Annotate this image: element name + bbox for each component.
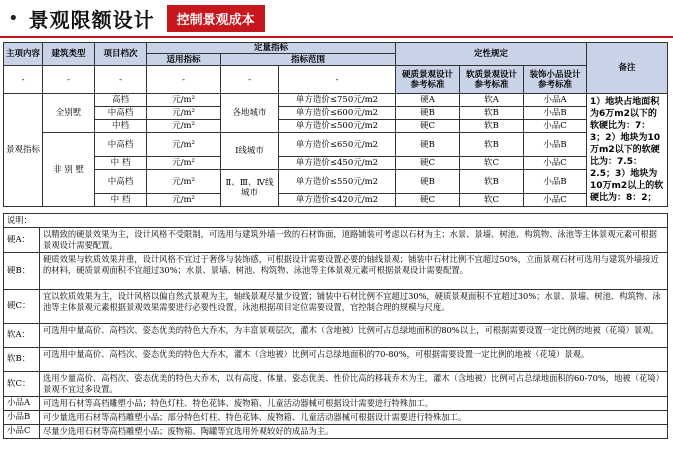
th-remarks: 备注	[587, 43, 668, 94]
soft-cell: 软C	[460, 194, 524, 207]
note-label: 硬A：	[4, 228, 40, 253]
hard-cell: 硬C	[396, 194, 460, 207]
grade-cell: 中高档	[95, 107, 147, 120]
note-label: 小品B	[4, 411, 40, 425]
deco-cell: 小品C	[524, 157, 587, 170]
deco-cell: 小品B	[524, 170, 587, 194]
th-quota: 定量指标	[147, 43, 396, 54]
range-cell: 单方造价≤600元/m2	[279, 107, 396, 120]
city-2-cell: Ⅰ线城市	[221, 133, 279, 170]
note-text: 尽量少选用石材等高档雕塑小品；废物箱、陶罐等宜选用外观较好的成品为主。	[40, 425, 668, 439]
grade-cell: 中高档	[95, 133, 147, 157]
hard-cell: 硬B	[396, 133, 460, 157]
soft-cell: 软B	[460, 170, 524, 194]
note-label: 小品A	[4, 397, 40, 411]
th-content: 主项内容	[4, 43, 43, 66]
soft-cell: 软C	[460, 157, 524, 170]
dash-cell: -	[279, 66, 396, 94]
range-cell: 单方造价≤420元/m2	[279, 194, 396, 207]
hard-cell: 硬C	[396, 157, 460, 170]
unit-cell: 元/m²	[147, 170, 221, 194]
note-text: 选用少量高价、高档次、姿态优美的特色大乔木，以有高度、体量、姿态优美、性价比高的移栽乔木为主，灌木（含地被）比例可占总绿地面积的60-70%，地被（花境）景观不宜过多设置。	[40, 372, 668, 397]
unit-cell: 元/m²	[147, 107, 221, 120]
dash-cell: -	[43, 66, 95, 94]
quota-table	[3, 42, 668, 207]
th-grade: 项目档次	[95, 43, 147, 66]
note-label: 硬B：	[4, 253, 40, 290]
unit-cell: 元/m²	[147, 157, 221, 170]
unit-cell: 元/m²	[147, 133, 221, 157]
th-range: 指标范围	[221, 54, 396, 66]
note-label: 小品C	[4, 425, 40, 439]
range-cell: 单方造价≤550元/m2	[279, 170, 396, 194]
hard-cell: 硬B	[396, 170, 460, 194]
th-qualitative: 定性规定	[396, 43, 587, 66]
soft-cell: 软A	[460, 94, 524, 107]
deco-cell: 小品A	[524, 94, 587, 107]
header-divider	[0, 36, 673, 38]
note-text: 可选用中量高价、高档次、姿态优美的特色大乔木，灌木（含地被）比例可占总绿地面积的70-80%，可根据需要设置一定比例的地被（花境）景观。	[40, 348, 668, 372]
note-label: 硬C：	[4, 290, 40, 324]
range-cell: 单方造价≤650元/m2	[279, 133, 396, 157]
city-3-cell: Ⅱ、Ⅲ、Ⅳ线城市	[221, 170, 279, 207]
th-hard: 硬质景观设计参考标准	[396, 66, 460, 94]
hard-cell: 硬A	[396, 94, 460, 107]
hard-cell: 硬B	[396, 107, 460, 120]
deco-cell: 小品C	[524, 194, 587, 207]
note-label: 软A：	[4, 324, 40, 348]
villa-cell: 全别墅	[43, 94, 95, 133]
grade-cell: 高档	[95, 94, 147, 107]
deco-cell: 小品C	[524, 120, 587, 133]
unit-cell: 元/m²	[147, 94, 221, 107]
unit-cell: 元/m²	[147, 120, 221, 133]
notes-table	[3, 213, 668, 439]
dash-cell: -	[221, 66, 279, 94]
range-cell: 单方造价≤450元/m2	[279, 157, 396, 170]
dash-cell: -	[147, 66, 221, 94]
th-building-type: 建筑类型	[43, 43, 95, 66]
note-text: 可选用石材等高档雕塑小品；特色灯柱、特色花钵、废物箱、儿童活动器械可根据设计需要进行特殊加工。	[40, 397, 668, 411]
hard-cell: 硬C	[396, 120, 460, 133]
subtitle-badge: 控制景观成本	[167, 5, 265, 32]
note-text: 宜以软质效果为主，设计风格以偏自然式景观为主，轴线景观尽量少设置；铺装中石材比例不宜超过30%，硬质景观面积不宜超过30%；水景、景墙、树池、构筑物、泳池等主体景观元素根据景观效果需要进行必要性设置，泳池根据项目定位需要设置，官控制合理的规模与尺度。	[40, 290, 668, 324]
th-deco: 装饰小品设计参考标准	[524, 66, 587, 94]
remarks-cell: 1）地块占地面积为6万m2以下的软硬比为：7：3；2）地块为10万m2以下的软硬比为：7.5：2.5；3）地块为10万m2以上的软硬比为：8：2；	[587, 94, 668, 207]
th-soft: 软质景观设计参考标准	[460, 66, 524, 94]
grade-cell: 中 档	[95, 194, 147, 207]
note-label: 软C：	[4, 372, 40, 397]
grade-cell: 中档	[95, 120, 147, 133]
range-cell: 单方造价≤750元/m2	[279, 94, 396, 107]
note-text: 可少量选用石材等高档雕塑小品；部分特色灯柱、特色花钵、废物箱、儿童活动器械可根据设计需要进行特殊加工。	[40, 411, 668, 425]
grade-cell: 中高档	[95, 170, 147, 194]
deco-cell: 小品B	[524, 107, 587, 120]
section-title: 景观限额设计	[28, 7, 155, 32]
range-cell: 单方造价≤500元/m2	[279, 120, 396, 133]
section-header	[8, 4, 265, 32]
th-applicable: 适用指标	[147, 54, 221, 66]
unit-cell: 元/m²	[147, 194, 221, 207]
city-all-cell: 各地城市	[221, 94, 279, 133]
dash-cell: -	[95, 66, 147, 94]
category-cell: 景观指标	[4, 94, 43, 207]
note-label: 软B：	[4, 348, 40, 372]
nonvilla-cell: 非 别 墅	[43, 133, 95, 207]
grade-cell: 中 档	[95, 157, 147, 170]
dash-cell: -	[4, 66, 43, 94]
soft-cell: 软B	[460, 133, 524, 157]
notes-heading: 说明：	[4, 214, 668, 228]
note-text: 可选用中量高价、高档次、姿态优美的特色大乔木，为丰富景观层次，灌木（含地被）比例可占总绿地面积的80%以上，可根据需要设置一定比例的地被（花境）景观。	[40, 324, 668, 348]
bullet: •	[8, 7, 19, 29]
deco-cell: 小品B	[524, 133, 587, 157]
note-text: 以精致的硬景效果为主，设计风格不受限制，可选用与建筑外墙一致的石材饰面，道路铺装可考虑以石材为主；水景、景墙、树池、构筑物、泳池等主体景观元素可根据景观设计需要配置。	[40, 228, 668, 253]
note-text: 硬质效果与软质效果并重，设计风格不宜过于奢侈与装饰感，可根据设计需要设置必要的轴线景观；铺装中石材比例不宜超过50%，立面景观石材可选用与建筑外墙接近的材料，硬质景观面积不宜超过30%；水景、景墙、树池、构筑物、泳池等主体景观元素可根据景观设计需要配置。	[40, 253, 668, 290]
soft-cell: 软B	[460, 107, 524, 120]
soft-cell: 软B	[460, 120, 524, 133]
